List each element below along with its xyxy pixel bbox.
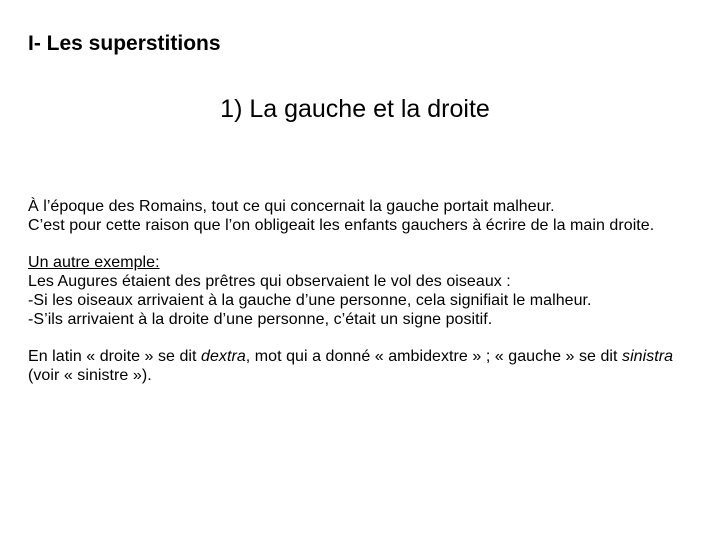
latin-word-sinistra: sinistra [622,348,674,365]
latin-text-part: , mot qui a donné « ambidextre » ; « gauche » se dit [245,348,623,365]
latin-text-part: (voir « sinistre »). [28,367,152,384]
slide-body [28,197,698,403]
slide-subtitle: 1) La gauche et la droite [220,95,490,123]
paragraph-line: -Si les oiseaux arrivaient à la gauche d’une personne, cela signifiait le malheur. [28,292,592,309]
paragraph-augures [28,253,698,329]
paragraph-latin [28,347,698,385]
paragraph-romans [28,197,698,235]
paragraph-line: -S’ils arrivaient à la droite d’une personne, c’était un signe positif. [28,311,493,328]
paragraph-line: C’est pour cette raison que l’on obligeait les enfants gauchers à écrire de la main droite. [28,217,655,234]
example-heading: Un autre exemple: [28,254,160,271]
latin-text-part: En latin « droite » se dit [28,348,202,365]
latin-word-dextra: dextra [201,348,246,365]
paragraph-line: Les Augures étaient des prêtres qui observaient le vol des oiseaux : [28,273,511,290]
paragraph-line: À l’époque des Romains, tout ce qui concernait la gauche portait malheur. [28,198,555,215]
section-title: I- Les superstitions [28,32,221,55]
